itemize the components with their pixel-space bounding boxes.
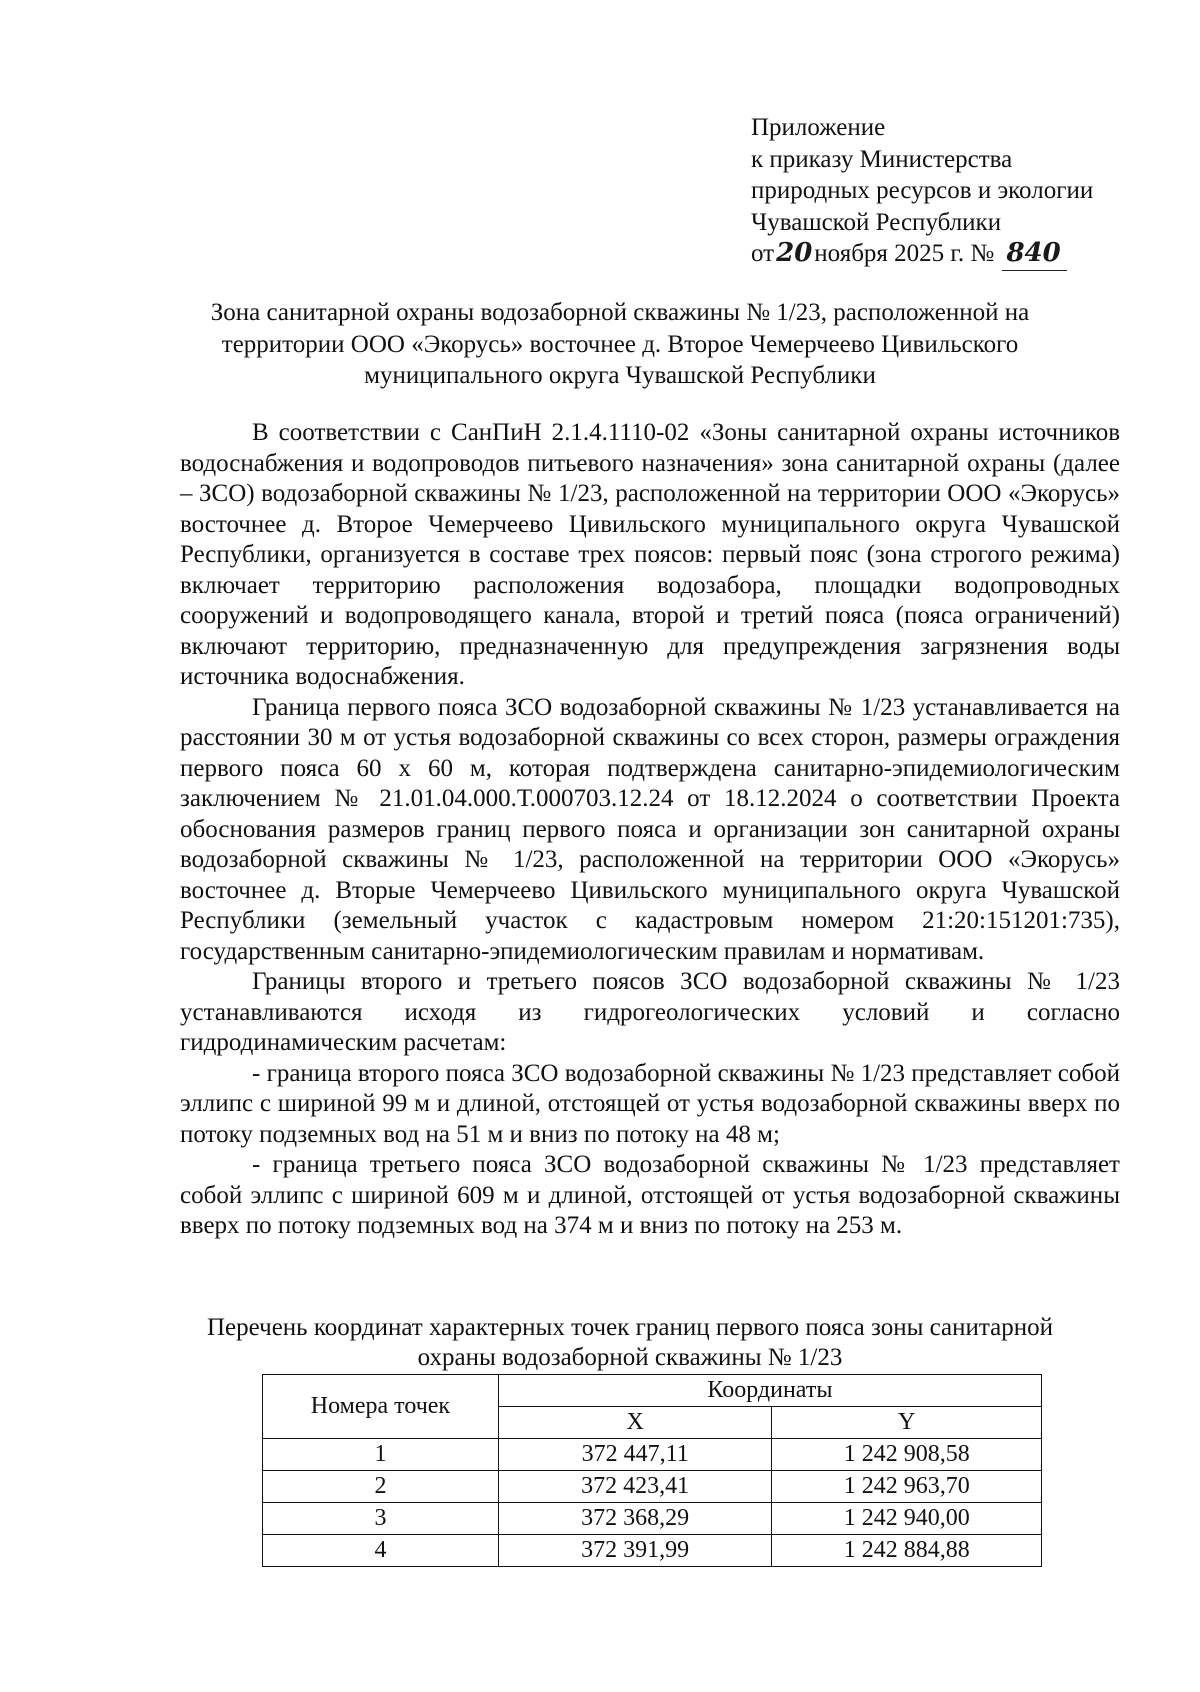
cell-y: 1 242 908,58: [772, 1439, 1042, 1471]
appendix-line: Приложение: [751, 114, 886, 141]
body-paragraph: Границы второго и третьего поясов ЗСО водозаборной скважины № 1/23 устанавливаются исходя из гидрогеологических условий и согласно гидродинамическим расчетам:: [180, 968, 1120, 1056]
cell-y: 1 242 963,70: [772, 1471, 1042, 1503]
table-row: [263, 1439, 1042, 1471]
cell-x: 372 447,11: [498, 1439, 772, 1471]
date-prefix: от: [751, 240, 775, 267]
body-paragraph: - граница третьего пояса ЗСО водозаборной скважины № 1/23 представляет собой эллипс с шириной 609 м и длиной, отстоящей от устья водозаборной скважины вверх по потоку подземных вод на 374 м и вниз по потоку на 253 м.: [180, 1151, 1120, 1239]
body-paragraph: Граница первого пояса ЗСО водозаборной скважины № 1/23 устанавливается на расстоянии 30 м от устья водозаборной скважины со всех сторон, размеры ограждения первого пояса 60 х 60 м, которая подтверждена санитарно-эпидемиологическим заключением № 21.01.04.000.Т.000703.12.24 от 18.12.2024 о соответствии Проекта обоснования размеров границ первого пояса и организации зон санитарной охраны водозаборной скважины № 1/23, расположенной на территории ООО «Экорусь» восточнее д. Вторые Чемерчеево Цивильского муниципального округа Чувашской Республики (земельный участок с кадастровым номером 21:20:151201:735), государственным санитарно-эпидемиологическим правилам и нормативам.: [180, 693, 1120, 965]
caption-line: охраны водозаборной скважины № 1/23: [417, 1344, 843, 1371]
body-paragraph: В соответствии с СанПиН 2.1.4.1110-02 «Зоны санитарной охраны источников водоснабжения и водопроводов питьевого назначения» зона санитарной охраны (далее – ЗСО) водозаборной скважины № 1/23, расположенной на территории ООО «Экорусь» восточнее д. Второе Чемерчеево Цивильского муниципального округа Чувашской Республики, организуется в составе трех поясов: первый пояс (зона строгого режима) включает территорию расположения водозабора, площадки водопроводных сооружений и водопроводящего канала, второй и третий пояса (пояса ограничений) включают территорию, предназначенную для предупреждения загрязнения воды источника водоснабжения.: [180, 419, 1120, 690]
table-row: [263, 1503, 1042, 1535]
header-points: Номера точек: [263, 1375, 499, 1439]
cell-point-number: 4: [263, 1535, 499, 1567]
table-row: [263, 1471, 1042, 1503]
cell-y: 1 242 940,00: [772, 1503, 1042, 1535]
cell-point-number: 2: [263, 1471, 499, 1503]
body-paragraph: - граница второго пояса ЗСО водозаборной скважины № 1/23 представляет собой эллипс с шириной 99 м и длиной, отстоящей от устья водозаборной скважины вверх по потоку подземных вод на 51 м и вниз по потоку на 48 м;: [180, 1059, 1120, 1148]
handwritten-order-number: 840: [1002, 238, 1066, 271]
date-rest: ноября 2025 г. №: [814, 240, 995, 267]
cell-point-number: 1: [263, 1439, 499, 1471]
caption-line: Перечень координат характерных точек границ первого пояса зоны санитарной: [207, 1314, 1053, 1341]
coordinates-table: [262, 1374, 1042, 1567]
cell-point-number: 3: [263, 1503, 499, 1535]
header-x: X: [498, 1407, 772, 1439]
table-row: [263, 1535, 1042, 1567]
appendix-line: Чувашской Республики: [751, 208, 1002, 236]
appendix-line: природных ресурсов и экологии: [751, 177, 1094, 204]
cell-x: 372 368,29: [498, 1503, 772, 1535]
title-line: муниципального округа Чувашской Республики: [364, 362, 876, 389]
cell-x: 372 423,41: [498, 1471, 772, 1503]
cell-y: 1 242 884,88: [772, 1535, 1042, 1567]
appendix-block: [751, 112, 1171, 271]
document-title: [170, 297, 1070, 392]
table-header-row: [263, 1375, 1042, 1407]
cell-x: 372 391,99: [498, 1535, 772, 1567]
table-caption: [170, 1313, 1090, 1373]
handwritten-date-day: 20: [776, 238, 813, 268]
header-coordinates: Координаты: [498, 1375, 1041, 1407]
appendix-date-line: [751, 238, 1171, 271]
title-line: территории ООО «Экорусь» восточнее д. Второе Чемерчеево Цивильского: [221, 330, 1019, 358]
appendix-line: к приказу Министерства: [751, 145, 1013, 173]
header-y: Y: [772, 1407, 1042, 1439]
title-line: Зона санитарной охраны водозаборной скважины № 1/23, расположенной на: [210, 299, 1030, 326]
document-body: [180, 418, 1120, 1242]
